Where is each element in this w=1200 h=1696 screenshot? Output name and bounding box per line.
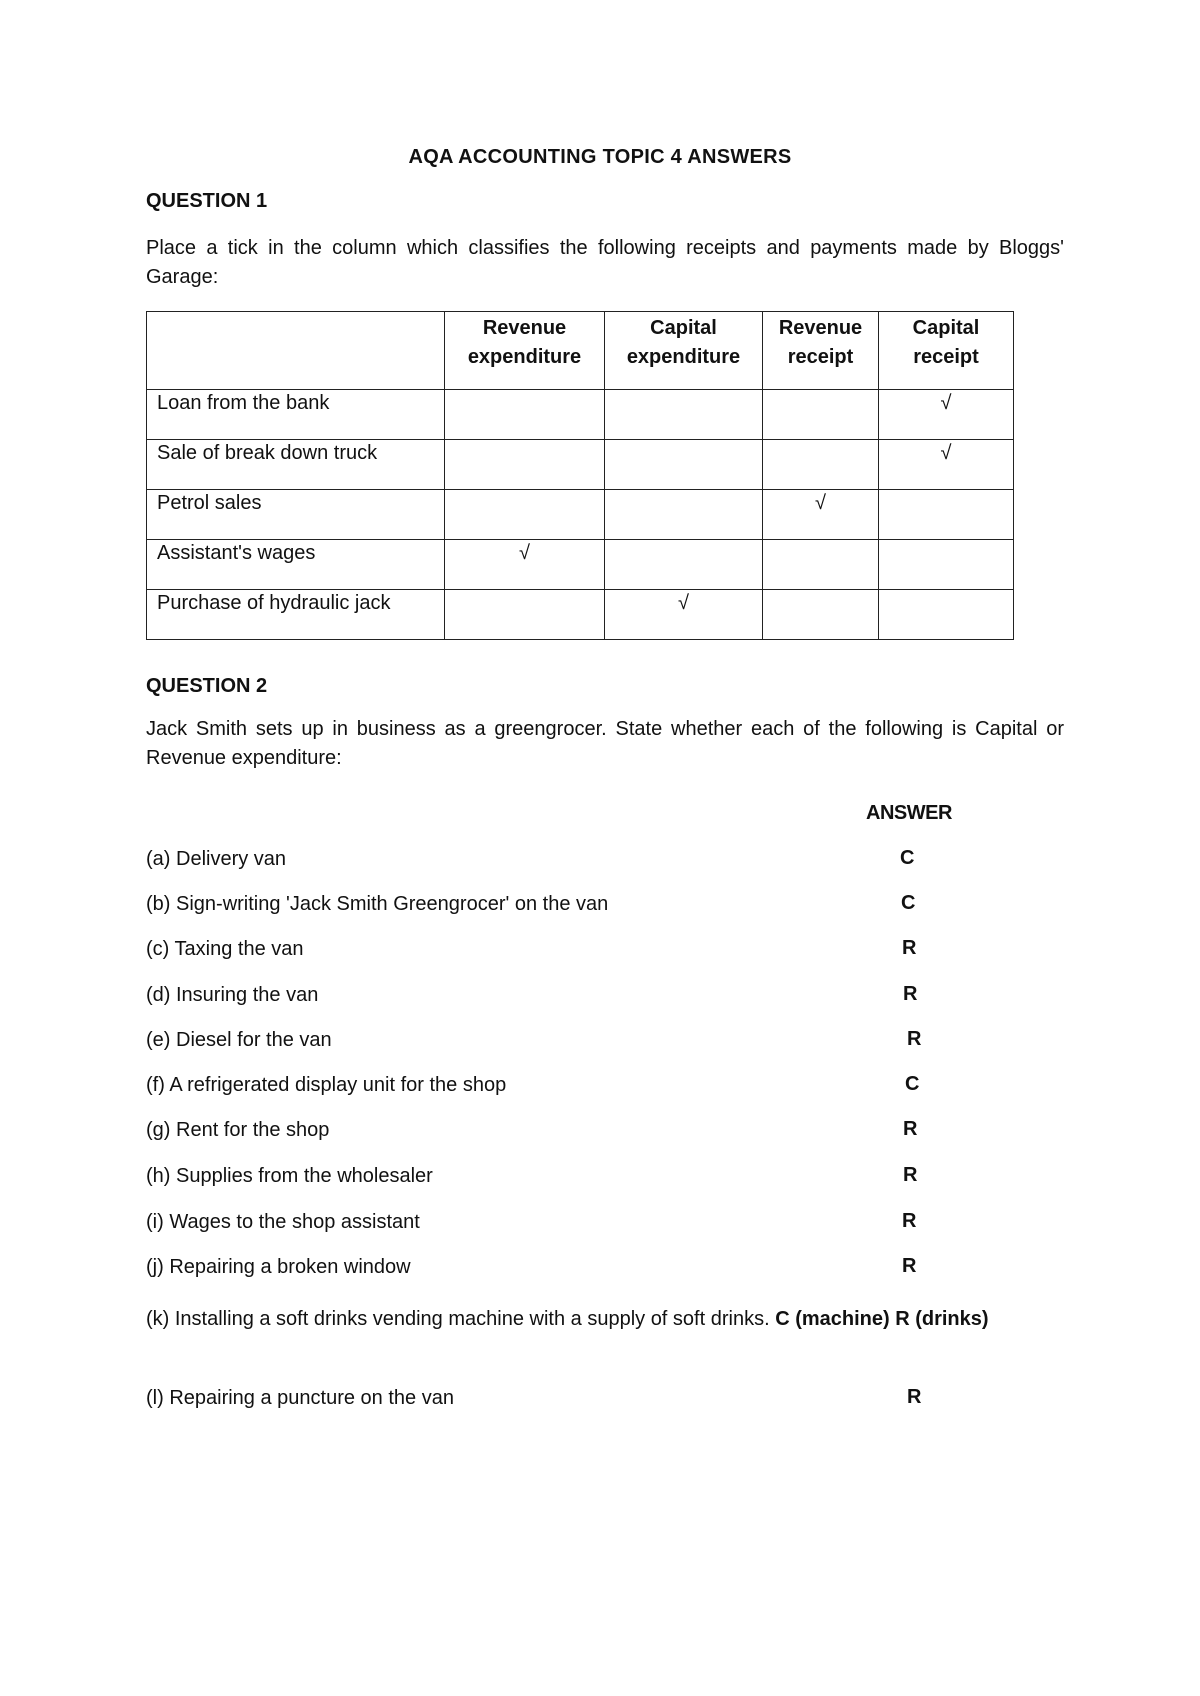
tick-cell — [879, 540, 1014, 590]
tick-cell: √ — [879, 440, 1014, 490]
question-2-instruction: Jack Smith sets up in business as a greengrocer. State whether each of the following is Capital or Revenue expenditure: — [146, 718, 1064, 769]
answer-mark: C — [901, 892, 916, 914]
classification-table — [146, 311, 1014, 640]
tick-cell: √ — [605, 590, 763, 640]
tick-cell — [445, 440, 605, 490]
answer-mark: R — [902, 1255, 917, 1277]
tick-cell — [763, 540, 879, 590]
row-label: Loan from the bank — [147, 390, 445, 440]
list-item: (i) Wages to the shop assistant — [146, 1211, 420, 1233]
list-item: (a) Delivery van — [146, 848, 287, 870]
tick-cell — [605, 540, 763, 590]
page-title: AQA ACCOUNTING TOPIC 4 ANSWERS — [408, 146, 792, 168]
tick-cell — [763, 440, 879, 490]
table-header-empty — [147, 312, 445, 390]
answer-mark: R — [903, 1164, 918, 1186]
list-item: (h) Supplies from the wholesaler — [146, 1165, 433, 1187]
tick-cell: √ — [879, 390, 1014, 440]
list-item: (d) Insuring the van — [146, 984, 319, 1006]
table-header-row — [147, 312, 1014, 390]
answer-mark: R — [907, 1028, 922, 1050]
list-item: (f) A refrigerated display unit for the shop — [146, 1074, 507, 1096]
tick-cell: √ — [445, 540, 605, 590]
question-1-instruction: Place a tick in the column which classifies the following receipts and payments made by Bloggs' Garage: — [146, 237, 1064, 288]
answer-mark: R — [903, 1118, 918, 1140]
answer-mark: C — [905, 1073, 920, 1095]
tick-cell: √ — [763, 490, 879, 540]
table-row — [147, 440, 1014, 490]
tick-cell — [605, 440, 763, 490]
list-item: (g) Rent for the shop — [146, 1119, 330, 1141]
answer-column-heading: ANSWER — [866, 802, 952, 824]
tick-cell — [445, 490, 605, 540]
list-item: (l) Repairing a puncture on the van — [146, 1387, 454, 1409]
table-header-revenue-receipt: Revenue receipt — [763, 312, 879, 390]
table-header-capital-receipt: Capital receipt — [879, 312, 1014, 390]
question-2-heading: QUESTION 2 — [146, 675, 268, 697]
list-item: (j) Repairing a broken window — [146, 1256, 411, 1278]
list-item: (c) Taxing the van — [146, 938, 304, 960]
tick-cell — [605, 390, 763, 440]
answer-mark: R — [902, 1210, 917, 1232]
row-label: Purchase of hydraulic jack — [147, 590, 445, 640]
answer-mark: R — [903, 983, 918, 1005]
row-label: Assistant's wages — [147, 540, 445, 590]
answer-mark: C — [900, 847, 915, 869]
answer-mark-k: C (machine) R (drinks) — [775, 1308, 989, 1330]
list-item: (b) Sign-writing 'Jack Smith Greengrocer' on the van — [146, 893, 609, 915]
row-label: Sale of break down truck — [147, 440, 445, 490]
tick-cell — [763, 390, 879, 440]
answer-mark: R — [902, 937, 917, 959]
tick-cell — [445, 590, 605, 640]
table-row — [147, 590, 1014, 640]
table-header-capital-expenditure: Capital expenditure — [605, 312, 763, 390]
table-row — [147, 540, 1014, 590]
row-label: Petrol sales — [147, 490, 445, 540]
table-header-revenue-expenditure: Revenue expenditure — [445, 312, 605, 390]
tick-cell — [879, 490, 1014, 540]
list-item-k — [146, 1305, 1064, 1334]
tick-cell — [605, 490, 763, 540]
tick-cell — [445, 390, 605, 440]
question-1-heading: QUESTION 1 — [146, 190, 268, 212]
answer-mark: R — [907, 1386, 922, 1408]
tick-cell — [879, 590, 1014, 640]
list-item-k-text: (k) Installing a soft drinks vending machine with a supply of soft drinks. — [146, 1308, 770, 1330]
tick-cell — [763, 590, 879, 640]
table-row — [147, 490, 1014, 540]
list-item: (e) Diesel for the van — [146, 1029, 332, 1051]
table-row — [147, 390, 1014, 440]
